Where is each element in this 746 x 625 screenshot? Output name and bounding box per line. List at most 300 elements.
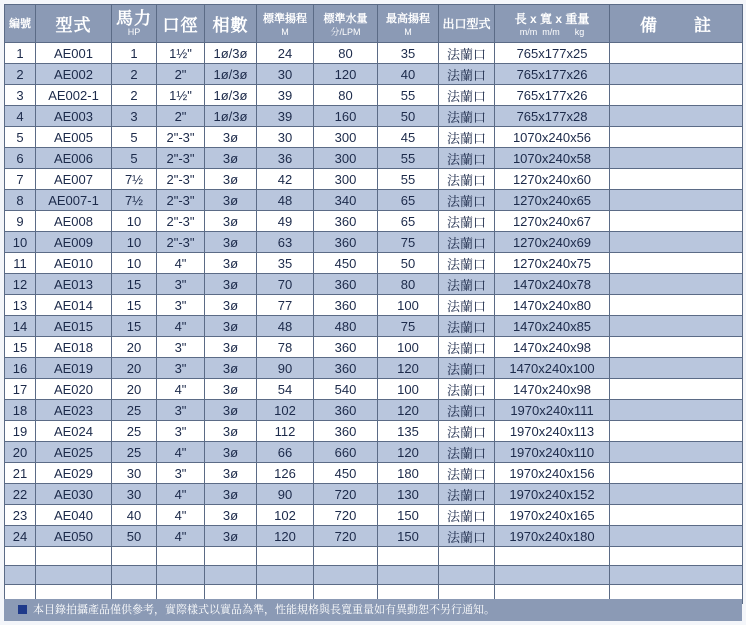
cell-flow: 360 xyxy=(314,274,378,295)
cell-remarks xyxy=(610,232,743,253)
table-row xyxy=(5,64,743,85)
cell-head: 66 xyxy=(257,442,314,463)
cell-phase: 3ø xyxy=(205,253,257,274)
cell-flow: 80 xyxy=(314,43,378,64)
cell-bore: 4" xyxy=(157,484,205,505)
cell-max-head: 50 xyxy=(378,253,439,274)
cell-remarks xyxy=(610,484,743,505)
cell-phase: 3ø xyxy=(205,190,257,211)
cell-no: 19 xyxy=(5,421,36,442)
cell-model: AE040 xyxy=(36,505,112,526)
empty-cell xyxy=(36,547,112,566)
table-row xyxy=(5,337,743,358)
cell-dimensions: 1270x240x65 xyxy=(495,190,610,211)
cell-bore: 2"-3" xyxy=(157,190,205,211)
cell-flow: 360 xyxy=(314,421,378,442)
cell-dimensions: 765x177x26 xyxy=(495,64,610,85)
table-row xyxy=(5,295,743,316)
cell-hp: 1 xyxy=(112,43,157,64)
header-model: 型式 xyxy=(36,5,112,43)
cell-bore: 4" xyxy=(157,442,205,463)
cell-head: 126 xyxy=(257,463,314,484)
header-flow xyxy=(314,5,378,43)
cell-outlet: 法蘭口 xyxy=(439,64,495,85)
cell-phase: 3ø xyxy=(205,274,257,295)
empty-cell xyxy=(36,566,112,585)
cell-remarks xyxy=(610,463,743,484)
cell-flow: 450 xyxy=(314,253,378,274)
header-max-head-unit: M xyxy=(404,26,412,37)
table-row xyxy=(5,190,743,211)
cell-outlet: 法蘭口 xyxy=(439,316,495,337)
cell-head: 102 xyxy=(257,505,314,526)
cell-hp: 20 xyxy=(112,379,157,400)
cell-max-head: 180 xyxy=(378,463,439,484)
cell-dimensions: 1970x240x113 xyxy=(495,421,610,442)
header-max-head-main: 最高揚程 xyxy=(386,12,430,25)
table-row xyxy=(5,379,743,400)
cell-phase: 3ø xyxy=(205,127,257,148)
cell-no: 15 xyxy=(5,337,36,358)
cell-flow: 720 xyxy=(314,484,378,505)
cell-phase: 1ø/3ø xyxy=(205,106,257,127)
cell-dimensions: 1970x240x110 xyxy=(495,442,610,463)
header-no: 編號 xyxy=(5,5,36,43)
table-row xyxy=(5,442,743,463)
cell-max-head: 120 xyxy=(378,442,439,463)
cell-flow: 120 xyxy=(314,64,378,85)
cell-head: 90 xyxy=(257,358,314,379)
empty-cell xyxy=(610,566,743,585)
cell-phase: 3ø xyxy=(205,400,257,421)
empty-cell xyxy=(205,547,257,566)
cell-hp: 7½ xyxy=(112,190,157,211)
cell-remarks xyxy=(610,190,743,211)
cell-dimensions: 1270x240x67 xyxy=(495,211,610,232)
cell-dimensions: 1970x240x111 xyxy=(495,400,610,421)
empty-cell xyxy=(205,566,257,585)
cell-max-head: 75 xyxy=(378,232,439,253)
empty-cell xyxy=(495,566,610,585)
cell-bore: 4" xyxy=(157,505,205,526)
cell-no: 20 xyxy=(5,442,36,463)
cell-head: 112 xyxy=(257,421,314,442)
cell-phase: 3ø xyxy=(205,358,257,379)
cell-outlet: 法蘭口 xyxy=(439,274,495,295)
cell-dimensions: 1270x240x75 xyxy=(495,253,610,274)
cell-remarks xyxy=(610,85,743,106)
cell-remarks xyxy=(610,253,743,274)
cell-outlet: 法蘭口 xyxy=(439,358,495,379)
table-body xyxy=(5,43,743,604)
cell-hp: 15 xyxy=(112,295,157,316)
cell-bore: 4" xyxy=(157,253,205,274)
cell-dimensions: 1970x240x156 xyxy=(495,463,610,484)
cell-head: 39 xyxy=(257,106,314,127)
cell-phase: 3ø xyxy=(205,463,257,484)
cell-max-head: 120 xyxy=(378,400,439,421)
cell-model: AE024 xyxy=(36,421,112,442)
cell-hp: 30 xyxy=(112,463,157,484)
cell-flow: 360 xyxy=(314,211,378,232)
cell-max-head: 75 xyxy=(378,316,439,337)
cell-head: 120 xyxy=(257,526,314,547)
table-row xyxy=(5,106,743,127)
table-row xyxy=(5,316,743,337)
cell-no: 23 xyxy=(5,505,36,526)
cell-no: 3 xyxy=(5,85,36,106)
cell-no: 24 xyxy=(5,526,36,547)
cell-phase: 1ø/3ø xyxy=(205,64,257,85)
cell-outlet: 法蘭口 xyxy=(439,148,495,169)
table-row xyxy=(5,484,743,505)
cell-phase: 3ø xyxy=(205,316,257,337)
cell-bore: 2"-3" xyxy=(157,232,205,253)
cell-outlet: 法蘭口 xyxy=(439,421,495,442)
table-row xyxy=(5,274,743,295)
cell-head: 48 xyxy=(257,190,314,211)
empty-cell xyxy=(112,566,157,585)
cell-outlet: 法蘭口 xyxy=(439,295,495,316)
header-max-head xyxy=(378,5,439,43)
cell-flow: 80 xyxy=(314,85,378,106)
cell-flow: 480 xyxy=(314,316,378,337)
cell-max-head: 55 xyxy=(378,148,439,169)
cell-outlet: 法蘭口 xyxy=(439,85,495,106)
header-hp-unit: HP xyxy=(127,26,141,37)
cell-head: 30 xyxy=(257,127,314,148)
cell-max-head: 120 xyxy=(378,358,439,379)
cell-dimensions: 1470x240x78 xyxy=(495,274,610,295)
table-row xyxy=(5,232,743,253)
cell-outlet: 法蘭口 xyxy=(439,463,495,484)
cell-max-head: 150 xyxy=(378,505,439,526)
cell-max-head: 50 xyxy=(378,106,439,127)
empty-cell xyxy=(157,566,205,585)
cell-remarks xyxy=(610,379,743,400)
cell-model: AE023 xyxy=(36,400,112,421)
cell-model: AE006 xyxy=(36,148,112,169)
cell-phase: 3ø xyxy=(205,379,257,400)
cell-remarks xyxy=(610,43,743,64)
cell-outlet: 法蘭口 xyxy=(439,442,495,463)
cell-no: 5 xyxy=(5,127,36,148)
cell-hp: 10 xyxy=(112,253,157,274)
cell-hp: 2 xyxy=(112,64,157,85)
cell-bore: 3" xyxy=(157,463,205,484)
cell-phase: 3ø xyxy=(205,211,257,232)
cell-bore: 1½" xyxy=(157,43,205,64)
cell-hp: 30 xyxy=(112,484,157,505)
table-row xyxy=(5,127,743,148)
cell-dimensions: 1070x240x56 xyxy=(495,127,610,148)
cell-flow: 720 xyxy=(314,526,378,547)
cell-dimensions: 765x177x25 xyxy=(495,43,610,64)
cell-no: 12 xyxy=(5,274,36,295)
cell-bore: 3" xyxy=(157,337,205,358)
cell-remarks xyxy=(610,148,743,169)
cell-hp: 7½ xyxy=(112,169,157,190)
cell-dimensions: 765x177x28 xyxy=(495,106,610,127)
cell-no: 14 xyxy=(5,316,36,337)
cell-model: AE005 xyxy=(36,127,112,148)
cell-bore: 3" xyxy=(157,400,205,421)
cell-phase: 3ø xyxy=(205,169,257,190)
cell-phase: 3ø xyxy=(205,295,257,316)
cell-head: 48 xyxy=(257,316,314,337)
cell-max-head: 45 xyxy=(378,127,439,148)
cell-max-head: 65 xyxy=(378,211,439,232)
cell-model: AE019 xyxy=(36,358,112,379)
cell-model: AE014 xyxy=(36,295,112,316)
empty-cell xyxy=(314,547,378,566)
cell-max-head: 35 xyxy=(378,43,439,64)
cell-model: AE010 xyxy=(36,253,112,274)
cell-dimensions: 1470x240x80 xyxy=(495,295,610,316)
cell-no: 17 xyxy=(5,379,36,400)
cell-remarks xyxy=(610,106,743,127)
cell-bore: 4" xyxy=(157,316,205,337)
cell-no: 1 xyxy=(5,43,36,64)
cell-model: AE008 xyxy=(36,211,112,232)
cell-model: AE009 xyxy=(36,232,112,253)
header-row xyxy=(5,5,743,43)
cell-hp: 2 xyxy=(112,85,157,106)
cell-no: 4 xyxy=(5,106,36,127)
footer-text: 本目錄拍攝產品僅供參考，實際樣式以實品為準，性能規格與長寬重量如有異動恕不另行通知。 xyxy=(33,604,495,616)
table-row xyxy=(5,85,743,106)
cell-head: 49 xyxy=(257,211,314,232)
empty-cell xyxy=(378,566,439,585)
cell-bore: 3" xyxy=(157,421,205,442)
cell-dimensions: 1070x240x58 xyxy=(495,148,610,169)
cell-flow: 450 xyxy=(314,463,378,484)
cell-remarks xyxy=(610,274,743,295)
empty-cell xyxy=(5,547,36,566)
cell-hp: 40 xyxy=(112,505,157,526)
cell-model: AE015 xyxy=(36,316,112,337)
cell-outlet: 法蘭口 xyxy=(439,337,495,358)
header-flow-main: 標準水量 xyxy=(323,12,368,25)
empty-cell xyxy=(439,566,495,585)
cell-dimensions: 1470x240x98 xyxy=(495,337,610,358)
cell-bore: 4" xyxy=(157,379,205,400)
cell-hp: 3 xyxy=(112,106,157,127)
cell-phase: 1ø/3ø xyxy=(205,85,257,106)
table-row xyxy=(5,148,743,169)
table-row xyxy=(5,463,743,484)
cell-head: 63 xyxy=(257,232,314,253)
cell-max-head: 100 xyxy=(378,295,439,316)
cell-model: AE020 xyxy=(36,379,112,400)
cell-head: 102 xyxy=(257,400,314,421)
cell-flow: 360 xyxy=(314,232,378,253)
cell-outlet: 法蘭口 xyxy=(439,190,495,211)
cell-hp: 10 xyxy=(112,232,157,253)
cell-outlet: 法蘭口 xyxy=(439,43,495,64)
cell-model: AE018 xyxy=(36,337,112,358)
cell-hp: 25 xyxy=(112,442,157,463)
cell-outlet: 法蘭口 xyxy=(439,526,495,547)
cell-dimensions: 1970x240x165 xyxy=(495,505,610,526)
cell-flow: 300 xyxy=(314,148,378,169)
cell-remarks xyxy=(610,442,743,463)
cell-no: 16 xyxy=(5,358,36,379)
cell-no: 2 xyxy=(5,64,36,85)
cell-phase: 3ø xyxy=(205,148,257,169)
cell-flow: 160 xyxy=(314,106,378,127)
cell-phase: 3ø xyxy=(205,505,257,526)
cell-phase: 3ø xyxy=(205,337,257,358)
cell-phase: 3ø xyxy=(205,442,257,463)
cell-outlet: 法蘭口 xyxy=(439,127,495,148)
cell-model: AE002-1 xyxy=(36,85,112,106)
table-row xyxy=(5,169,743,190)
cell-dimensions: 1470x240x100 xyxy=(495,358,610,379)
cell-model: AE001 xyxy=(36,43,112,64)
empty-cell xyxy=(112,547,157,566)
cell-hp: 5 xyxy=(112,148,157,169)
cell-head: 77 xyxy=(257,295,314,316)
cell-no: 11 xyxy=(5,253,36,274)
cell-phase: 1ø/3ø xyxy=(205,43,257,64)
cell-outlet: 法蘭口 xyxy=(439,106,495,127)
cell-max-head: 55 xyxy=(378,85,439,106)
cell-dimensions: 1970x240x180 xyxy=(495,526,610,547)
cell-bore: 2"-3" xyxy=(157,211,205,232)
empty-cell xyxy=(314,566,378,585)
header-dimensions-unit: m/m m/m kg xyxy=(519,26,585,37)
cell-phase: 3ø xyxy=(205,526,257,547)
cell-outlet: 法蘭口 xyxy=(439,211,495,232)
cell-model: AE029 xyxy=(36,463,112,484)
cell-remarks xyxy=(610,64,743,85)
cell-outlet: 法蘭口 xyxy=(439,484,495,505)
cell-bore: 3" xyxy=(157,274,205,295)
cell-flow: 660 xyxy=(314,442,378,463)
cell-hp: 20 xyxy=(112,358,157,379)
cell-dimensions: 1270x240x60 xyxy=(495,169,610,190)
cell-remarks xyxy=(610,211,743,232)
cell-no: 13 xyxy=(5,295,36,316)
cell-flow: 340 xyxy=(314,190,378,211)
cell-hp: 50 xyxy=(112,526,157,547)
table-row xyxy=(5,505,743,526)
cell-phase: 3ø xyxy=(205,232,257,253)
header-head-main: 標準揚程 xyxy=(263,12,307,25)
cell-outlet: 法蘭口 xyxy=(439,253,495,274)
table-row xyxy=(5,43,743,64)
cell-head: 78 xyxy=(257,337,314,358)
cell-model: AE050 xyxy=(36,526,112,547)
cell-max-head: 65 xyxy=(378,190,439,211)
cell-no: 21 xyxy=(5,463,36,484)
header-dimensions xyxy=(495,5,610,43)
cell-dimensions: 1470x240x85 xyxy=(495,316,610,337)
cell-flow: 540 xyxy=(314,379,378,400)
cell-bore: 3" xyxy=(157,295,205,316)
empty-cell xyxy=(495,547,610,566)
pump-spec-table xyxy=(4,4,743,604)
empty-cell xyxy=(378,547,439,566)
cell-bore: 2" xyxy=(157,64,205,85)
cell-model: AE030 xyxy=(36,484,112,505)
cell-dimensions: 1270x240x69 xyxy=(495,232,610,253)
cell-hp: 5 xyxy=(112,127,157,148)
cell-outlet: 法蘭口 xyxy=(439,505,495,526)
cell-outlet: 法蘭口 xyxy=(439,379,495,400)
cell-max-head: 135 xyxy=(378,421,439,442)
cell-phase: 3ø xyxy=(205,421,257,442)
cell-max-head: 100 xyxy=(378,379,439,400)
cell-model: AE007 xyxy=(36,169,112,190)
cell-hp: 15 xyxy=(112,316,157,337)
header-flow-unit: 分/LPM xyxy=(330,26,361,37)
table-row xyxy=(5,358,743,379)
cell-flow: 360 xyxy=(314,400,378,421)
cell-bore: 2" xyxy=(157,106,205,127)
header-head xyxy=(257,5,314,43)
cell-remarks xyxy=(610,337,743,358)
cell-phase: 3ø xyxy=(205,484,257,505)
empty-cell xyxy=(257,547,314,566)
cell-flow: 360 xyxy=(314,337,378,358)
table-row xyxy=(5,400,743,421)
cell-head: 90 xyxy=(257,484,314,505)
header-remarks: 備 註 xyxy=(610,5,743,43)
cell-remarks xyxy=(610,316,743,337)
cell-max-head: 150 xyxy=(378,526,439,547)
empty-cell xyxy=(610,547,743,566)
cell-hp: 15 xyxy=(112,274,157,295)
table-row xyxy=(5,253,743,274)
cell-max-head: 100 xyxy=(378,337,439,358)
cell-bore: 2"-3" xyxy=(157,169,205,190)
header-head-unit: M xyxy=(281,26,289,37)
cell-outlet: 法蘭口 xyxy=(439,400,495,421)
cell-head: 70 xyxy=(257,274,314,295)
cell-remarks xyxy=(610,358,743,379)
cell-remarks xyxy=(610,400,743,421)
cell-remarks xyxy=(610,526,743,547)
table-row xyxy=(5,526,743,547)
empty-cell xyxy=(257,566,314,585)
cell-no: 6 xyxy=(5,148,36,169)
cell-model: AE025 xyxy=(36,442,112,463)
cell-dimensions: 1970x240x152 xyxy=(495,484,610,505)
cell-hp: 25 xyxy=(112,421,157,442)
cell-remarks xyxy=(610,169,743,190)
cell-outlet: 法蘭口 xyxy=(439,169,495,190)
empty-cell xyxy=(439,547,495,566)
table-row xyxy=(5,211,743,232)
cell-max-head: 55 xyxy=(378,169,439,190)
cell-head: 36 xyxy=(257,148,314,169)
cell-remarks xyxy=(610,295,743,316)
empty-row xyxy=(5,566,743,585)
cell-hp: 20 xyxy=(112,337,157,358)
cell-no: 10 xyxy=(5,232,36,253)
cell-bore: 2"-3" xyxy=(157,127,205,148)
cell-bore: 4" xyxy=(157,526,205,547)
cell-head: 24 xyxy=(257,43,314,64)
cell-remarks xyxy=(610,127,743,148)
cell-max-head: 80 xyxy=(378,274,439,295)
footer-note xyxy=(4,599,742,621)
cell-head: 35 xyxy=(257,253,314,274)
header-phase: 相數 xyxy=(205,5,257,43)
cell-model: AE003 xyxy=(36,106,112,127)
